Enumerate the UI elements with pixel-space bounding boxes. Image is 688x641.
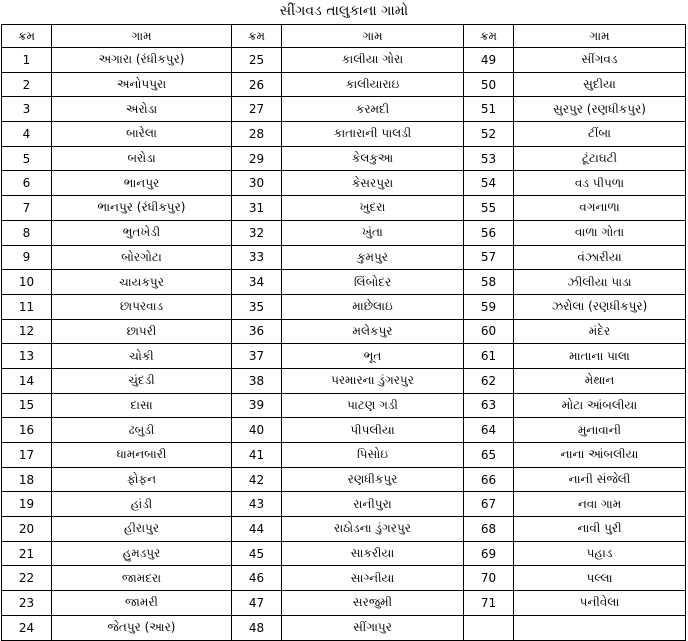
serial-number-cell: 8: [2, 220, 52, 245]
serial-number-cell: 61: [464, 344, 514, 369]
table-row: [2, 615, 686, 640]
village-name-cell: પિસોઇ: [282, 443, 464, 468]
table-row: [2, 48, 686, 73]
serial-number-cell: 46: [232, 566, 282, 591]
serial-number-cell: 30: [232, 171, 282, 196]
serial-number-cell: [464, 615, 514, 640]
village-name-cell: વગનાળા: [514, 196, 686, 221]
serial-number-cell: 56: [464, 220, 514, 245]
village-name-cell: મુનાવાની: [514, 418, 686, 443]
village-name-cell: નાના આંબલીયા: [514, 443, 686, 468]
serial-number-cell: 9: [2, 245, 52, 270]
serial-number-cell: 29: [232, 146, 282, 171]
serial-number-cell: 7: [2, 196, 52, 221]
serial-number-cell: 70: [464, 566, 514, 591]
column-header-village-3: ગામ: [514, 25, 686, 48]
village-name-cell: બોરગોટા: [52, 245, 232, 270]
serial-number-cell: 24: [2, 615, 52, 640]
village-name-cell: દાસા: [52, 393, 232, 418]
serial-number-cell: 52: [464, 122, 514, 147]
serial-number-cell: 35: [232, 294, 282, 319]
table-body: [2, 48, 686, 641]
village-name-cell: સાકરીયા: [282, 541, 464, 566]
village-name-cell: કેસરપુરા: [282, 171, 464, 196]
column-header-number-1: ક્રમ: [2, 25, 52, 48]
serial-number-cell: 31: [232, 196, 282, 221]
table-header-row: [2, 25, 686, 48]
column-header-village-1: ગામ: [52, 25, 232, 48]
table-row: [2, 270, 686, 295]
serial-number-cell: 55: [464, 196, 514, 221]
village-name-cell: નાની સંજેલી: [514, 467, 686, 492]
village-name-cell: ચોકી: [52, 344, 232, 369]
table-row: [2, 122, 686, 147]
serial-number-cell: 21: [2, 541, 52, 566]
village-name-cell: હાંડી: [52, 492, 232, 517]
table-row: [2, 344, 686, 369]
serial-number-cell: 57: [464, 245, 514, 270]
table-row: [2, 294, 686, 319]
serial-number-cell: 37: [232, 344, 282, 369]
village-name-cell: પરમારના ડુંગરપુર: [282, 368, 464, 393]
village-name-cell: સીંગાપુર: [282, 615, 464, 640]
village-name-cell: હુમડપુર: [52, 541, 232, 566]
village-name-cell: સુરપુર (રણધીકપુર): [514, 97, 686, 122]
serial-number-cell: 50: [464, 72, 514, 97]
table-row: [2, 467, 686, 492]
serial-number-cell: 69: [464, 541, 514, 566]
village-name-cell: કાલીયા ગોરા: [282, 48, 464, 73]
serial-number-cell: 6: [2, 171, 52, 196]
village-name-cell: સરજુમી: [282, 591, 464, 616]
village-name-cell: રાનીપુરા: [282, 492, 464, 517]
village-name-cell: વાળા ગોતા: [514, 220, 686, 245]
table-row: [2, 492, 686, 517]
village-name-cell: બરોડા: [52, 146, 232, 171]
village-name-cell: મેથાન: [514, 368, 686, 393]
serial-number-cell: 3: [2, 97, 52, 122]
village-name-cell: કાલીયારાઇ: [282, 72, 464, 97]
village-name-cell: સુદીયા: [514, 72, 686, 97]
serial-number-cell: 65: [464, 443, 514, 468]
village-name-cell: રણધીકપુર: [282, 467, 464, 492]
village-name-cell: જામરી: [52, 591, 232, 616]
table-row: [2, 443, 686, 468]
serial-number-cell: 60: [464, 319, 514, 344]
village-name-cell: ટીંબા: [514, 122, 686, 147]
table-row: [2, 517, 686, 542]
village-name-cell: સાગ્નીયા: [282, 566, 464, 591]
villages-table: [1, 24, 686, 641]
village-name-cell: ભાનપુર (રંધીકપુર): [52, 196, 232, 221]
table-row: [2, 368, 686, 393]
village-name-cell: ખુદરા: [282, 196, 464, 221]
village-name-cell: ધામનબારી: [52, 443, 232, 468]
serial-number-cell: 1: [2, 48, 52, 73]
village-name-cell: માતાના પાલા: [514, 344, 686, 369]
serial-number-cell: 54: [464, 171, 514, 196]
serial-number-cell: 49: [464, 48, 514, 73]
serial-number-cell: 41: [232, 443, 282, 468]
serial-number-cell: 44: [232, 517, 282, 542]
column-header-number-2: ક્રમ: [232, 25, 282, 48]
village-name-cell: પલ્લા: [514, 566, 686, 591]
serial-number-cell: 66: [464, 467, 514, 492]
column-header-number-3: ક્રમ: [464, 25, 514, 48]
village-name-cell: ચાયકપુર: [52, 270, 232, 295]
table-row: [2, 146, 686, 171]
serial-number-cell: 20: [2, 517, 52, 542]
village-name-cell: મલેકપુર: [282, 319, 464, 344]
village-name-cell: છાપરી: [52, 319, 232, 344]
village-name-cell: ઝીલીયા પાડા: [514, 270, 686, 295]
serial-number-cell: 14: [2, 368, 52, 393]
serial-number-cell: 23: [2, 591, 52, 616]
serial-number-cell: 13: [2, 344, 52, 369]
serial-number-cell: 32: [232, 220, 282, 245]
serial-number-cell: 47: [232, 591, 282, 616]
village-name-cell: પાટણ ગડી: [282, 393, 464, 418]
village-name-cell: પીપલીયા: [282, 418, 464, 443]
village-name-cell: ચુંદડી: [52, 368, 232, 393]
serial-number-cell: 40: [232, 418, 282, 443]
table-row: [2, 220, 686, 245]
serial-number-cell: 67: [464, 492, 514, 517]
village-name-cell: હીરાપુર: [52, 517, 232, 542]
table-row: [2, 541, 686, 566]
serial-number-cell: 33: [232, 245, 282, 270]
serial-number-cell: 58: [464, 270, 514, 295]
serial-number-cell: 43: [232, 492, 282, 517]
serial-number-cell: 48: [232, 615, 282, 640]
table-row: [2, 566, 686, 591]
village-name-cell: મંદેર: [514, 319, 686, 344]
serial-number-cell: 2: [2, 72, 52, 97]
village-name-cell: અરોડા: [52, 97, 232, 122]
table-row: [2, 591, 686, 616]
serial-number-cell: 38: [232, 368, 282, 393]
table-row: [2, 319, 686, 344]
column-header-village-2: ગામ: [282, 25, 464, 48]
serial-number-cell: 34: [232, 270, 282, 295]
serial-number-cell: 18: [2, 467, 52, 492]
village-name-cell: ભાનપુર: [52, 171, 232, 196]
serial-number-cell: 28: [232, 122, 282, 147]
village-name-cell: લિંબોદર: [282, 270, 464, 295]
village-name-cell: કેલકુઆ: [282, 146, 464, 171]
village-name-cell: વડ પીપળા: [514, 171, 686, 196]
serial-number-cell: 16: [2, 418, 52, 443]
serial-number-cell: 12: [2, 319, 52, 344]
village-name-cell: મોટા આંબલીયા: [514, 393, 686, 418]
village-name-cell: કુમપુર: [282, 245, 464, 270]
table-row: [2, 196, 686, 221]
table-row: [2, 245, 686, 270]
serial-number-cell: 71: [464, 591, 514, 616]
serial-number-cell: 17: [2, 443, 52, 468]
village-name-cell: કાતારાની પાલડી: [282, 122, 464, 147]
serial-number-cell: 62: [464, 368, 514, 393]
village-name-cell: ભૂત: [282, 344, 464, 369]
serial-number-cell: 53: [464, 146, 514, 171]
village-name-cell: ભુતખેડી: [52, 220, 232, 245]
village-name-cell: રાઠોડના ડુંગરપુર: [282, 517, 464, 542]
serial-number-cell: 11: [2, 294, 52, 319]
serial-number-cell: 39: [232, 393, 282, 418]
page-title: સીંગવડ તાલુકાના ગામો: [279, 3, 409, 19]
serial-number-cell: 45: [232, 541, 282, 566]
village-name-cell: ખુંતા: [282, 220, 464, 245]
village-name-cell: છાપરવાડ: [52, 294, 232, 319]
village-name-cell: સીંગવડ: [514, 48, 686, 73]
serial-number-cell: 15: [2, 393, 52, 418]
village-name-cell: અનોપપુરા: [52, 72, 232, 97]
table-row: [2, 97, 686, 122]
village-name-cell: ટૂંટાઘટી: [514, 146, 686, 171]
village-name-cell: વંઝારીયા: [514, 245, 686, 270]
serial-number-cell: 26: [232, 72, 282, 97]
village-name-cell: પહાડ: [514, 541, 686, 566]
serial-number-cell: 42: [232, 467, 282, 492]
village-name-cell: ઢબુડી: [52, 418, 232, 443]
serial-number-cell: 27: [232, 97, 282, 122]
village-name-cell: કરમદી: [282, 97, 464, 122]
village-name-cell: ઝરોલા (રણધીકપુર): [514, 294, 686, 319]
village-name-cell: બારેલા: [52, 122, 232, 147]
serial-number-cell: 51: [464, 97, 514, 122]
village-name-cell: [514, 615, 686, 640]
village-name-cell: જેતપુર (આર): [52, 615, 232, 640]
serial-number-cell: 63: [464, 393, 514, 418]
serial-number-cell: 19: [2, 492, 52, 517]
village-name-cell: જામદરા: [52, 566, 232, 591]
village-name-cell: નાવી પુરી: [514, 517, 686, 542]
table-row: [2, 171, 686, 196]
table-row: [2, 72, 686, 97]
village-name-cell: પનીવેલા: [514, 591, 686, 616]
serial-number-cell: 4: [2, 122, 52, 147]
serial-number-cell: 25: [232, 48, 282, 73]
serial-number-cell: 59: [464, 294, 514, 319]
serial-number-cell: 22: [2, 566, 52, 591]
village-name-cell: નવા ગામ: [514, 492, 686, 517]
table-row: [2, 393, 686, 418]
serial-number-cell: 36: [232, 319, 282, 344]
village-name-cell: માછેલાઇ: [282, 294, 464, 319]
serial-number-cell: 10: [2, 270, 52, 295]
serial-number-cell: 5: [2, 146, 52, 171]
serial-number-cell: 68: [464, 517, 514, 542]
serial-number-cell: 64: [464, 418, 514, 443]
table-row: [2, 418, 686, 443]
village-name-cell: અગારા (રંધીકપુર): [52, 48, 232, 73]
village-name-cell: ફોફન: [52, 467, 232, 492]
